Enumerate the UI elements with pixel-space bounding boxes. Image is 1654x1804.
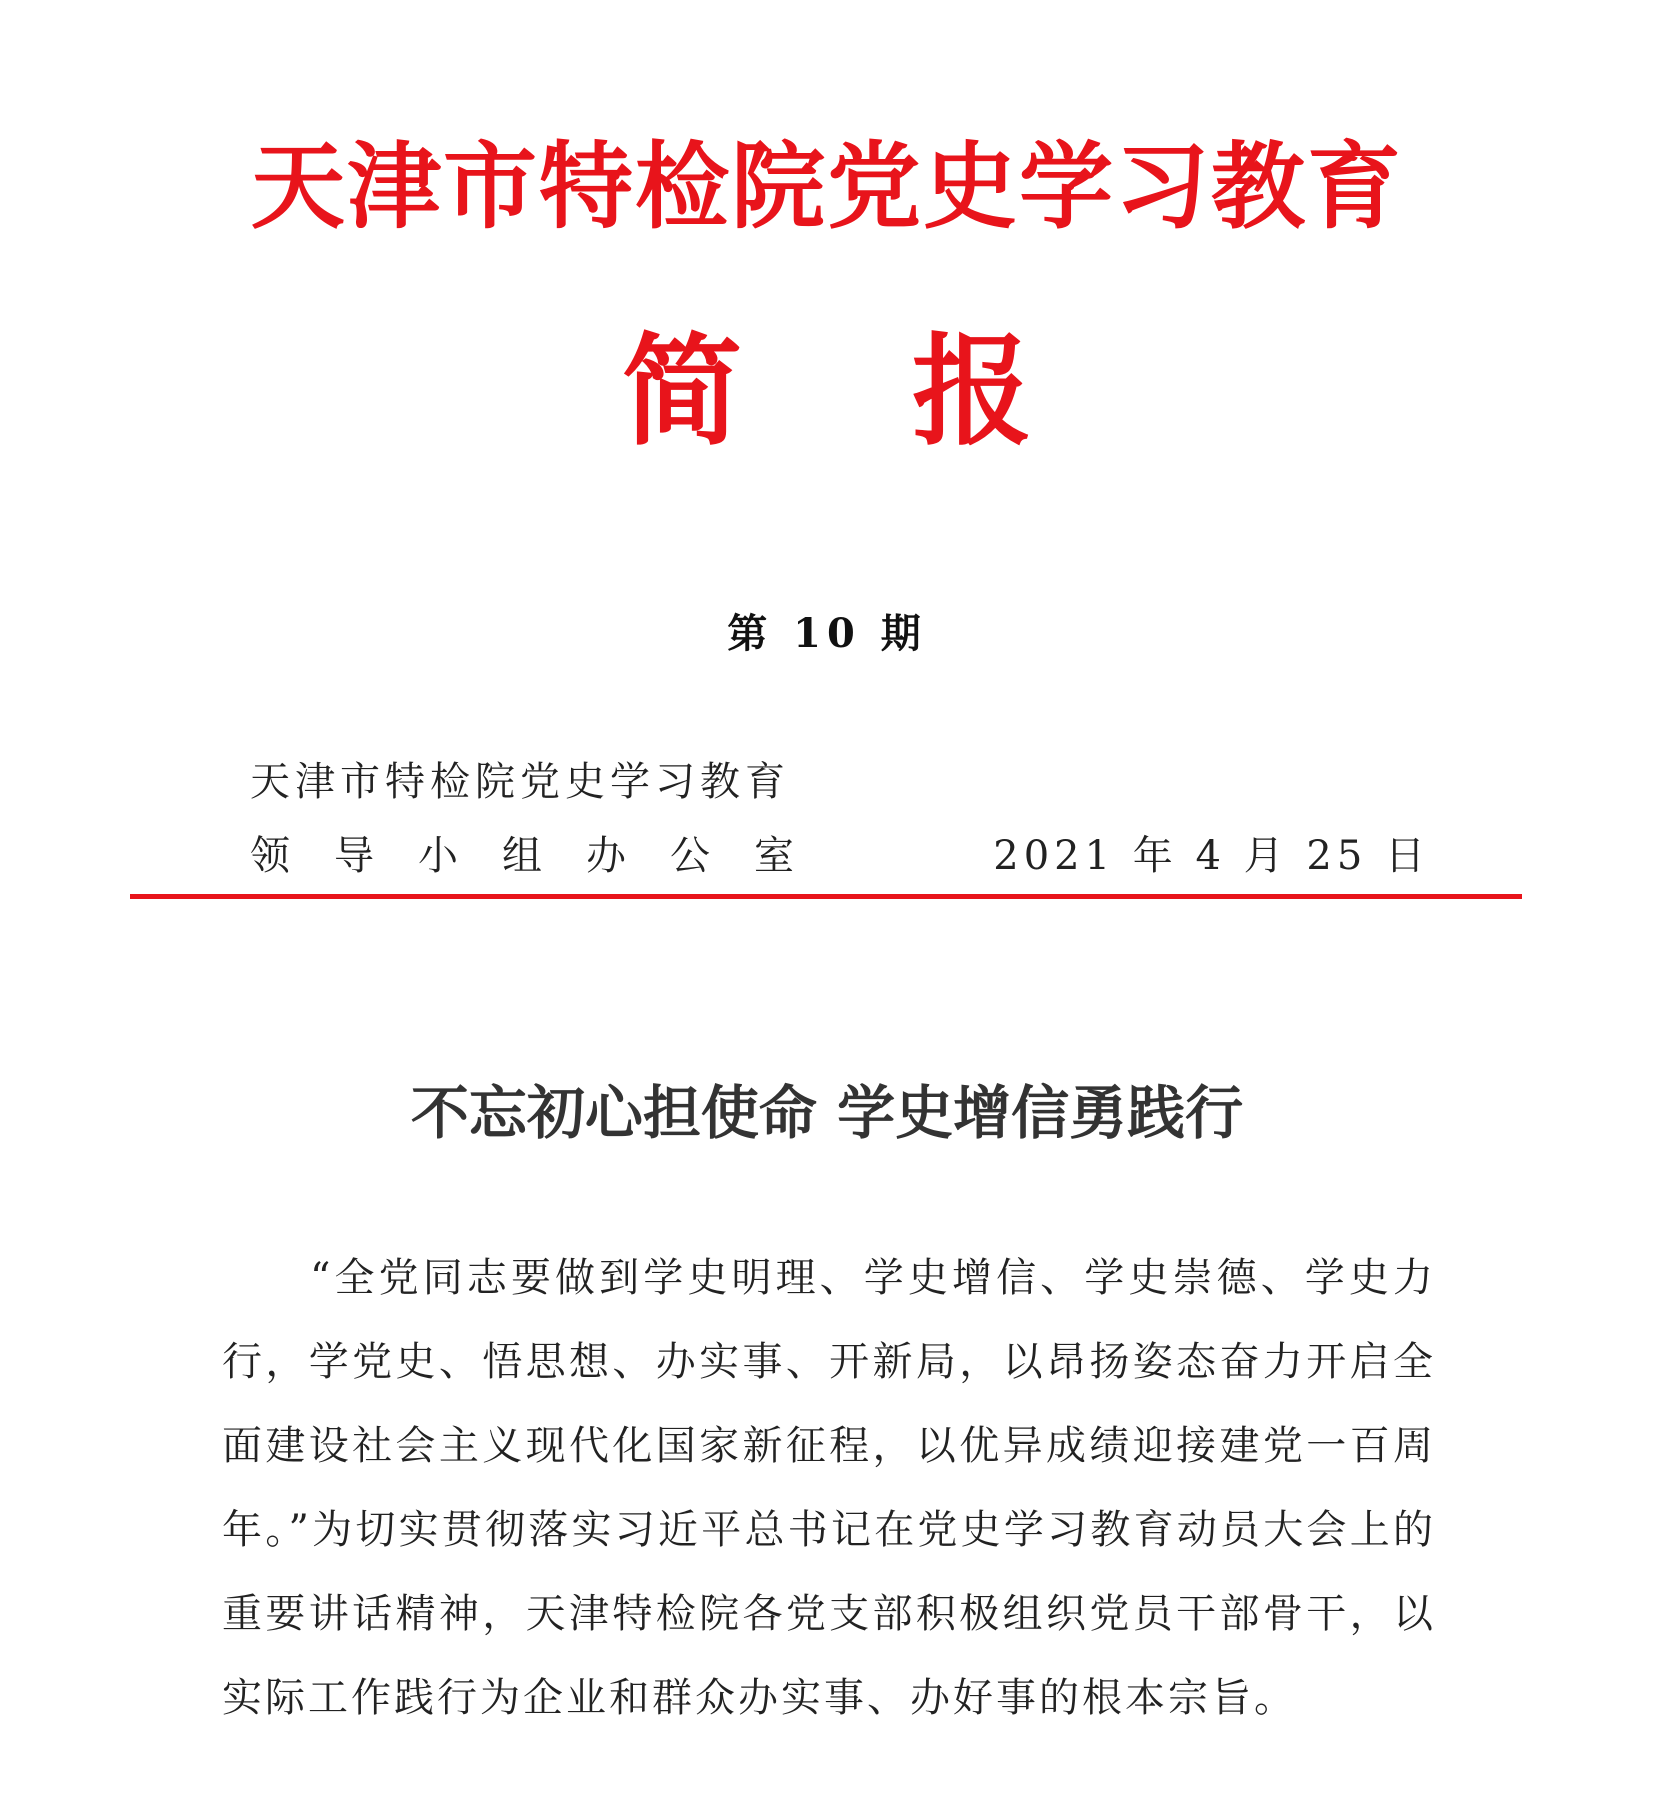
masthead-title: 天津市特检院党史学习教育 bbox=[250, 132, 1403, 242]
red-separator-rule bbox=[130, 894, 1522, 899]
issuer-line2: 领导小组办公室 bbox=[250, 833, 838, 879]
masthead-subtitle-right: 报 bbox=[912, 321, 1032, 462]
masthead-subtitle bbox=[0, 321, 1654, 462]
article-title: 不忘初心担使命 学史增信勇践行 bbox=[410, 1079, 1244, 1147]
masthead-subtitle-left: 简 bbox=[622, 321, 742, 462]
issue-number: 第 10 期 bbox=[727, 610, 927, 657]
issuer-line1: 天津市特检院党史学习教育 bbox=[250, 759, 790, 805]
issue-date: 2021 年 4 月 25 日 bbox=[993, 833, 1430, 879]
article-paragraph: “全党同志要做到学史明理、学史增信、学史崇德、学史力行，学党史、悟思想、办实事、开新局，以昂扬姿态奋力开启全面建设社会主义现代化国家新征程，以优异成绩迎接建党一百周年。”为切实贯彻落实习近平总书记在党史学习教育动员大会上的重要讲话精神，天津特检院各党支部积极组织党员干部骨干，以实际工作践行为企业和群众办实事、办好事的根本宗旨。 bbox=[222, 1255, 1436, 1721]
